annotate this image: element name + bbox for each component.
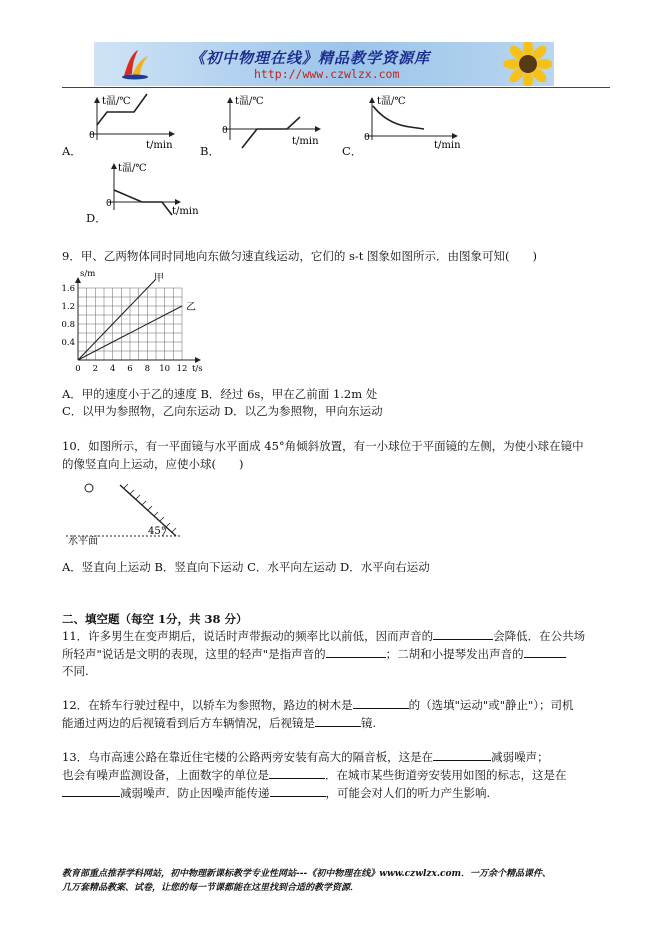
q11-blank-1[interactable] xyxy=(433,629,493,640)
q11-blank-3[interactable] xyxy=(524,647,566,658)
ball-icon xyxy=(85,484,93,492)
q8c-x-label: t/min xyxy=(434,140,461,151)
q12-line-2: 能通过两边的后视镜看到后方车辆情况，后视镜是 镜. xyxy=(62,716,377,730)
q8d-x-label: t/min xyxy=(172,206,199,217)
q8b-x-label: t/min xyxy=(292,136,319,147)
q8a-x-label: t/min xyxy=(146,140,173,151)
q10-mirror-diagram xyxy=(62,472,202,548)
q8-graph-d xyxy=(100,160,220,222)
q10-angle-label: 45° xyxy=(148,526,166,537)
q8-option-d[interactable]: D． xyxy=(86,211,107,225)
q10-stem-line-2: 的像竖直向上运动，应使小球( ) xyxy=(62,457,244,471)
x-axis-label: t/s xyxy=(192,364,203,374)
footer-line-2: 几万套精品教案、试卷，让您的每一节课都能在这里找到合适的教学资源． xyxy=(62,883,360,893)
q8c-y-label: t温/℃ xyxy=(377,96,406,107)
q13-blank-4[interactable] xyxy=(270,786,326,797)
q8-graph-a xyxy=(89,94,174,151)
svg-text:0: 0 xyxy=(364,133,370,143)
q8-option-c[interactable]: C． xyxy=(342,144,363,158)
svg-text:0: 0 xyxy=(106,199,112,209)
q11-line-3: 不同. xyxy=(62,664,89,678)
q10-ground-label: 水平面 xyxy=(68,536,98,547)
q8-graphs-row xyxy=(62,92,482,162)
x-tick-label: 0 xyxy=(75,364,81,374)
q10-stem-line-1: 10．如图所示，有一平面镜与水平面成 45°角倾斜放置，有一小球位于平面镜的左侧，为使小球在镜中 xyxy=(62,439,584,453)
y-tick-label: 1.6 xyxy=(61,284,75,294)
q12-line-1: 12．在轿车行驶过程中，以轿车为参照物，路边的树木是 的（选填"运动"或"静止"）；司机 xyxy=(62,698,574,712)
x-tick-label: 10 xyxy=(159,364,171,374)
x-tick-label: 2 xyxy=(92,364,99,374)
q8-option-b[interactable]: B． xyxy=(200,144,220,158)
section2-heading: 二、填空题（每空 1分，共 38 分） xyxy=(62,612,248,626)
series-label-yi: 乙 xyxy=(186,302,196,313)
y-axis-label: s/m xyxy=(80,269,96,279)
mirror-hatching xyxy=(124,484,176,532)
q8a-y-label: t温/℃ xyxy=(102,96,131,107)
q9-options-line-2[interactable]: C．以甲为参照物，乙向东运动 D．以乙为参照物，甲向东运动 xyxy=(62,404,383,418)
q11-blank-2[interactable] xyxy=(326,647,386,658)
q8-option-a[interactable]: A． xyxy=(62,144,82,158)
footer-line-1: 教育部重点推荐学科网站，初中物理新课标教学专业性网站---《初中物理在线》www.czwlzx.com．一万余个精品课件、 xyxy=(62,869,552,879)
site-logo-icon xyxy=(120,48,150,80)
q8d-y-label: t温/℃ xyxy=(118,163,147,174)
q8b-y-label: t温/℃ xyxy=(235,96,264,107)
header-title: 《初中物理在线》精品教学资源库 xyxy=(190,49,431,67)
sunflower-icon xyxy=(498,42,552,86)
svg-text:0: 0 xyxy=(222,126,228,136)
series-line-jia xyxy=(78,279,156,360)
y-tick-label: 0.4 xyxy=(61,338,75,348)
q13-line-1: 13．乌市高速公路在靠近住宅楼的公路两旁安装有高大的隔音板，这是在 减弱噪声； xyxy=(62,750,549,764)
q9-st-chart xyxy=(56,268,226,380)
q11-line-2: 所轻声"说话是文明的表现，这里的轻声"是指声音的 ；二胡和小提琴发出声音的 xyxy=(62,646,566,662)
header-banner xyxy=(94,42,554,86)
svg-text:0: 0 xyxy=(89,131,95,141)
q11-line-1: 11．许多男生在变声期后，说话时声带振动的频率比以前低，因而声音的 会降低．在公共场 xyxy=(62,629,586,643)
x-tick-label: 6 xyxy=(127,364,133,374)
q12-blank-1[interactable] xyxy=(353,698,409,709)
y-tick-label: 1.2 xyxy=(61,302,75,312)
q13-blank-1[interactable] xyxy=(433,750,491,761)
y-tick-label: 0.8 xyxy=(61,320,75,330)
header-rule xyxy=(62,87,610,88)
x-tick-label: 4 xyxy=(109,364,116,374)
q9-options-line-1[interactable]: A．甲的速度小于乙的速度 B．经过 6s，甲在乙前面 1.2m 处 xyxy=(62,387,378,401)
q9-stem: 9．甲、乙两物体同时同地向东做匀速直线运动，它们的 s-t 图象如图所示．由图象可知( ) xyxy=(62,249,538,263)
q13-blank-2[interactable] xyxy=(269,768,325,779)
q13-line-3: 减弱噪声．防止因噪声能传递 ，可能会对人们的听力产生影响. xyxy=(62,785,490,801)
header-url[interactable]: http://www.czwlzx.com xyxy=(254,67,400,81)
x-tick-label: 8 xyxy=(144,364,151,374)
q12-blank-2[interactable] xyxy=(315,716,361,727)
q10-options[interactable]: A．竖直向上运动 B．竖直向下运动 C．水平向左运动 D．水平向右运动 xyxy=(62,560,430,574)
q13-blank-3[interactable] xyxy=(62,786,120,797)
q13-line-2: 也会有噪声监测设备，上面数字的单位是 ．在城市某些街道旁安装用如图的标志，这是在 xyxy=(62,768,567,782)
q8-graph-b xyxy=(222,95,320,148)
q8-graph-c xyxy=(364,95,461,151)
series-label-jia: 甲 xyxy=(154,273,164,284)
x-tick-label: 12 xyxy=(176,364,188,374)
